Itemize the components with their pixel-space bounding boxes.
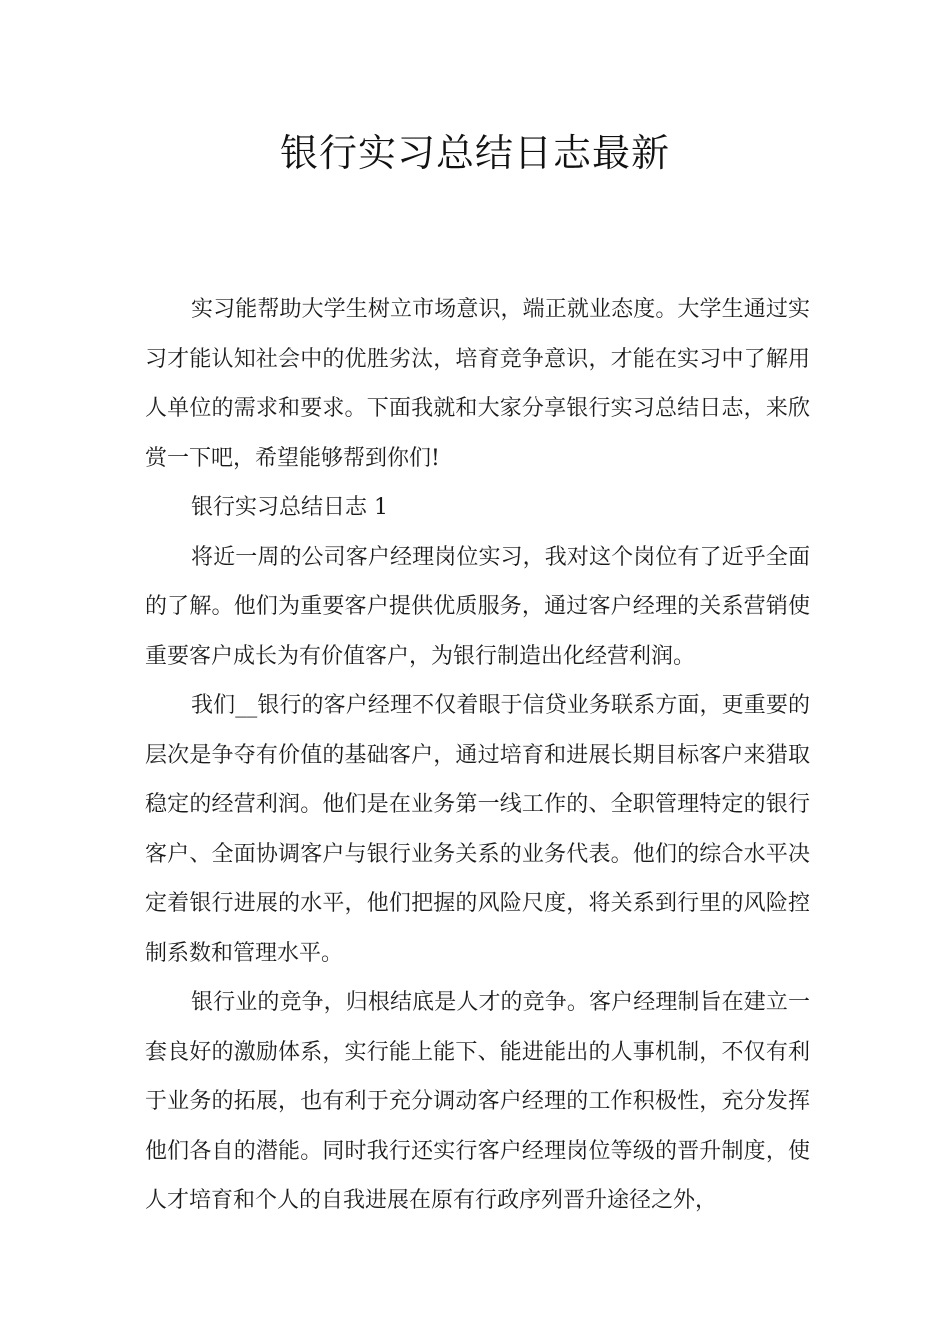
body-paragraph: 我们__银行的客户经理不仅着眼于信贷业务联系方面，更重要的层次是争夺有价值的基础客户，通过培育和进展长期目标客户来猎取稳定的经营利润。他们是在业务第一线工作的、全职管理特定的银行客户、全面协调客户与银行业务关系的业务代表。他们的综合水平决定着银行进展的水平，他们把握的风险尺度，将关系到行里的风险控制系数和管理水平。 [145, 693, 810, 966]
intro-paragraph: 实习能帮助大学生树立市场意识，端正就业态度。大学生通过实习才能认知社会中的优胜劣汰，培育竞争意识，才能在实习中了解用人单位的需求和要求。下面我就和大家分享银行实习总结日志，来欣赏一下吧，希望能够帮到你们! [145, 297, 810, 471]
section-heading: 银行实习总结日志 1 [191, 495, 388, 520]
document-body [145, 285, 810, 1226]
document-title: 银行实习总结日志最新 [279, 131, 670, 175]
body-paragraph: 银行业的竞争，归根结底是人才的竞争。客户经理制旨在建立一套良好的激励体系，实行能上能下、能进能出的人事机制，不仅有利于业务的拓展，也有利于充分调动客户经理的工作积极性，充分发挥他们各自的潜能。同时我行还实行客户经理岗位等级的晋升制度，使人才培育和个人的自我进展在原有行政序列晋升途径之外， [145, 990, 810, 1213]
body-paragraph: 将近一周的公司客户经理岗位实习，我对这个岗位有了近乎全面的了解。他们为重要客户提供优质服务，通过客户经理的关系营销使重要客户成长为有价值客户，为银行制造出化经营利润。 [145, 544, 810, 669]
